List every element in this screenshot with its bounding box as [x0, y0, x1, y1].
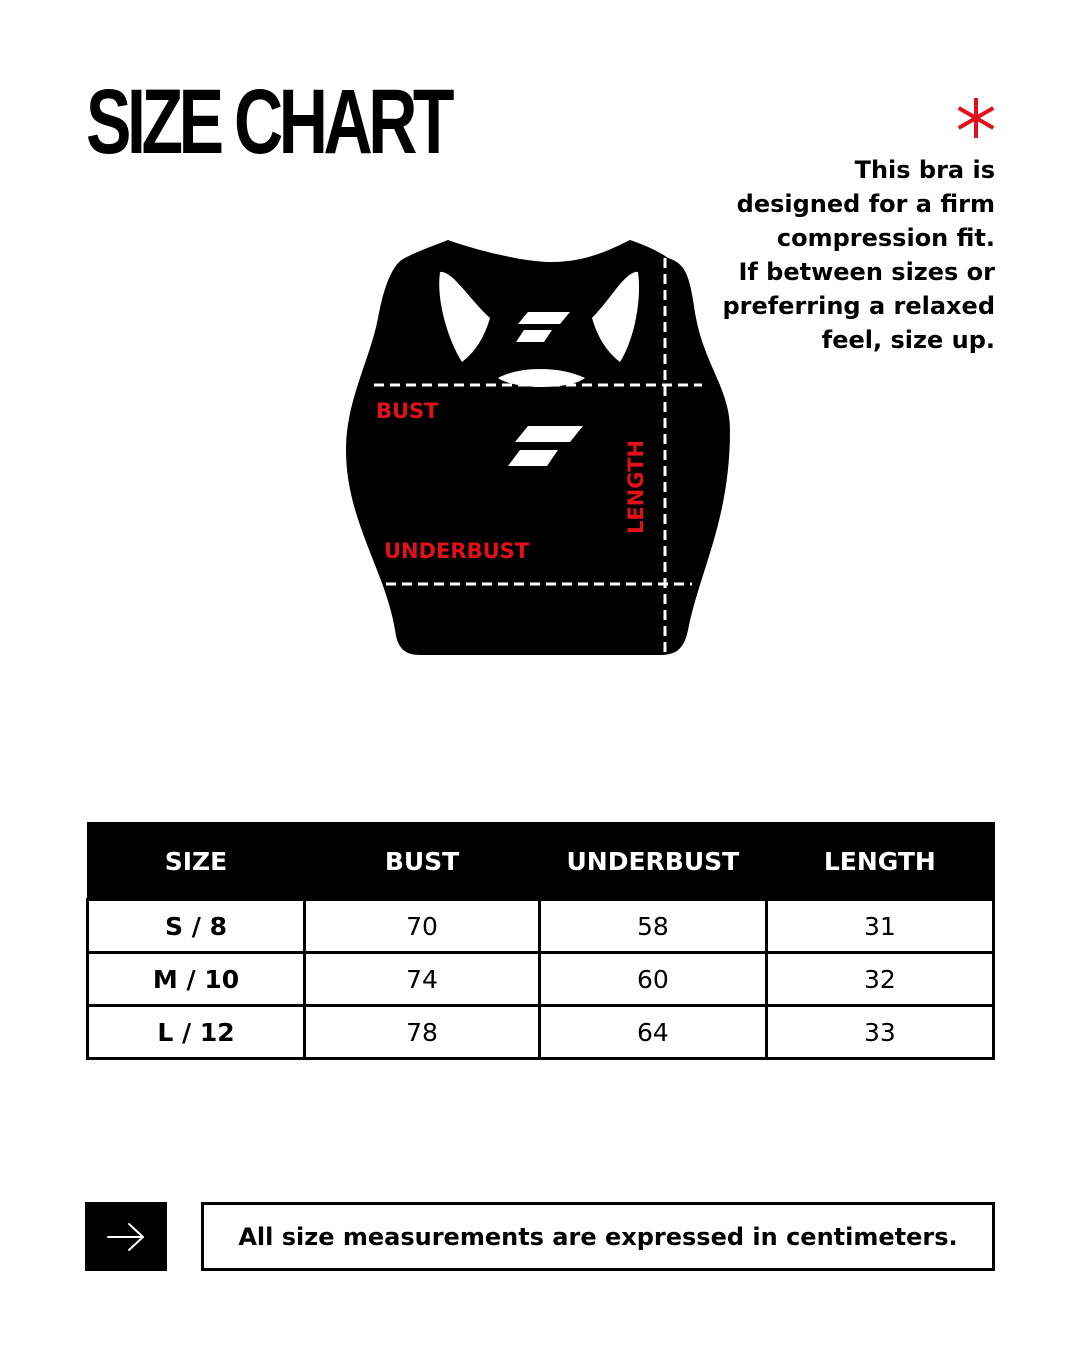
bust-cell: 74: [305, 953, 540, 1006]
arrow-button[interactable]: [85, 1202, 167, 1271]
units-note-text: All size measurements are expressed in centimeters.: [238, 1222, 958, 1251]
length-label: LENGTH: [624, 439, 648, 534]
underbust-cell: 58: [540, 900, 767, 953]
table-header-row: [88, 823, 994, 900]
size-cell: L / 12: [88, 1006, 305, 1059]
arrow-right-icon: [106, 1222, 146, 1252]
units-note: [201, 1202, 995, 1271]
page-title: SIZE CHART: [86, 71, 451, 173]
fit-note-line: designed for a firm: [736, 190, 995, 218]
underbust-cell: 60: [540, 953, 767, 1006]
size-table: [86, 822, 995, 1060]
size-cell: M / 10: [88, 953, 305, 1006]
bust-cell: 70: [305, 900, 540, 953]
length-cell: 33: [766, 1006, 993, 1059]
length-cell: 32: [766, 953, 993, 1006]
sports-bra-diagram: [340, 230, 740, 670]
fit-note-line: If between sizes or: [738, 258, 995, 286]
length-cell: 31: [766, 900, 993, 953]
fit-note-line: compression fit.: [776, 224, 995, 252]
underbust-cell: 64: [540, 1006, 767, 1059]
asterisk-icon: [954, 96, 998, 140]
header-underbust: UNDERBUST: [540, 823, 767, 900]
table-row: [88, 1006, 994, 1059]
header-length: LENGTH: [766, 823, 993, 900]
table-row: [88, 900, 994, 953]
header-bust: BUST: [305, 823, 540, 900]
fit-note-line: preferring a relaxed: [722, 292, 995, 320]
bust-label: BUST: [376, 399, 439, 423]
underbust-label: UNDERBUST: [384, 539, 530, 563]
size-cell: S / 8: [88, 900, 305, 953]
fit-note-line: This bra is: [854, 156, 995, 184]
header-size: SIZE: [88, 823, 305, 900]
fit-note-line: feel, size up.: [821, 326, 995, 354]
table-row: [88, 953, 994, 1006]
bust-cell: 78: [305, 1006, 540, 1059]
sports-bra-illustration: [346, 240, 730, 655]
